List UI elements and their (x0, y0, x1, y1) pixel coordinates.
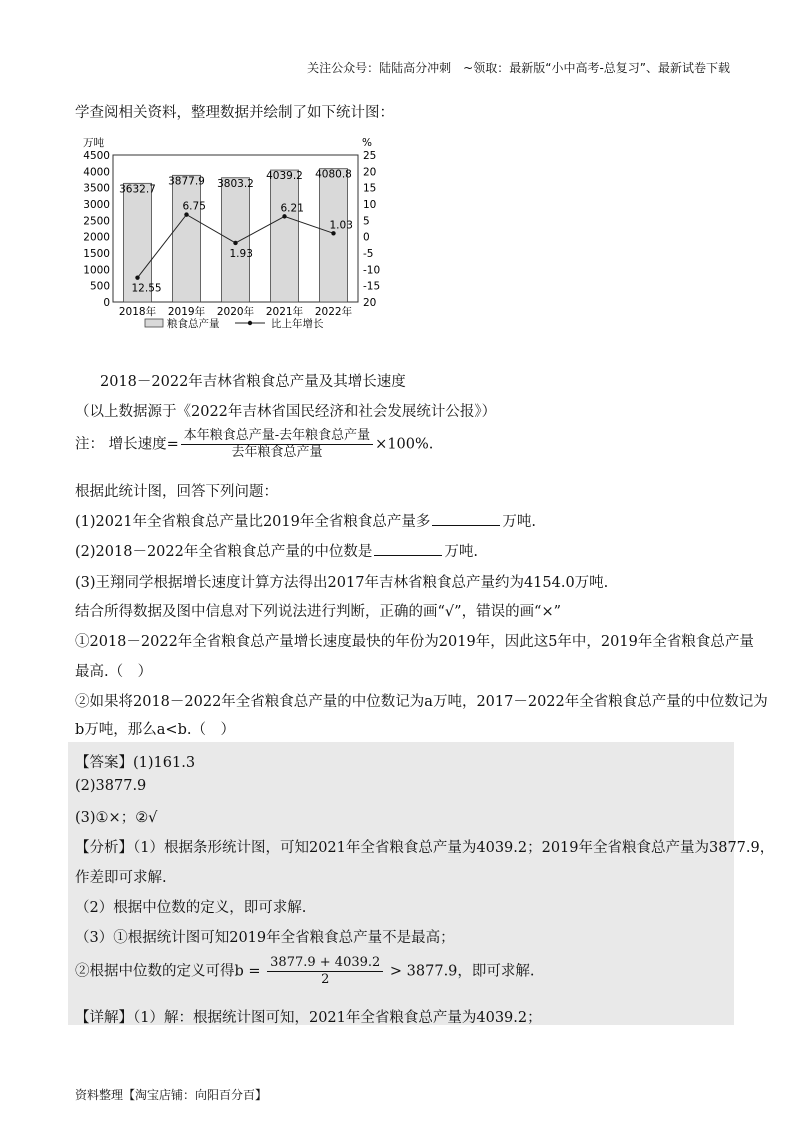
analysis-2: （2）根据中位数的定义，即可求解. (75, 900, 307, 916)
formula-numerator: 本年粮食总产量-去年粮食总产量 (181, 428, 373, 445)
statement-1-line2: 最高.（ ） (75, 664, 153, 680)
x-tick-label: 2019年 (167, 306, 206, 318)
growth-rate-point (233, 241, 237, 245)
growth-rate-label: 12.55 (131, 282, 162, 295)
left-tick-label: 3000 (83, 199, 110, 211)
growth-formula-fraction (181, 428, 373, 461)
x-tick-label: 2020年 (216, 306, 255, 318)
question-prompt: 根据此统计图，回答下列问题： (75, 484, 278, 500)
right-tick-label: 10 (363, 199, 377, 211)
growth-rate-point (184, 212, 188, 216)
right-tick-label: -5 (363, 248, 374, 260)
left-tick-label: 1000 (83, 264, 110, 277)
q1-text: (1)2021年全省粮食总产量比2019年全省粮食总产量多 (75, 514, 431, 530)
bar-value-label: 3632.7 (119, 183, 156, 196)
median-numerator: 3877.9 + 4039.2 (267, 955, 383, 972)
question-2 (75, 540, 478, 561)
bar-value-label: 4080.8 (315, 168, 352, 181)
left-tick-label: 2500 (83, 215, 110, 228)
left-tick-label: 4000 (83, 166, 110, 179)
analysis-1: 【分析】（1）根据条形统计图，可知2021年全省粮食总产量为4039.2；2019年全省粮食总产量为3877.9， (75, 840, 775, 856)
right-tick-label: 25 (363, 150, 377, 162)
analysis-4 (75, 955, 535, 988)
q2-answer-blank[interactable] (374, 543, 442, 556)
page-footer: 资料整理【淘宝店铺：向阳百分百】 (75, 1088, 268, 1102)
bar-value-label: 3877.9 (168, 175, 205, 188)
right-tick-label: 5 (363, 215, 370, 228)
question-3: (3)王翔同学根据增长速度计算方法得出2017年吉林省粮食总产量约为4154.0万吨. (75, 575, 609, 591)
grain-output-chart (75, 130, 395, 335)
growth-rate-label: 6.21 (280, 202, 304, 215)
right-axis-label: % (362, 137, 372, 149)
median-fraction (267, 955, 383, 988)
data-source: （以上数据源于《2022年吉林省国民经济和社会发展统计公报》） (75, 404, 497, 420)
x-tick-label: 2021年 (265, 306, 304, 318)
formula-denominator: 去年粮食总产量 (231, 445, 323, 460)
answer-1: 【答案】(1)161.3 (75, 755, 196, 771)
page-header: 关注公众号：陆陆高分冲刺 ~领取：最新版“小中高考-总复习”、最新试卷下载 (307, 61, 730, 75)
left-axis-label: 万吨 (83, 137, 104, 149)
analysis-4-tail: > 3877.9，即可求解. (389, 963, 535, 980)
statement-2-line2: b万吨，那么a<b.（ ） (75, 722, 235, 738)
q2-text: (2)2018－2022年全省粮食总产量的中位数是 (75, 544, 373, 560)
growth-rate-point (282, 214, 286, 218)
x-tick-label: 2022年 (314, 306, 353, 318)
q1-unit: 万吨. (502, 514, 536, 530)
analysis-3: （3）①根据统计图可知2019年全省粮食总产量不是最高； (75, 930, 455, 946)
legend-bar-swatch (145, 319, 163, 327)
legend-line-label: 比上年增长 (271, 318, 324, 330)
note-prefix: 注： (75, 436, 104, 453)
note-label: 增长速度= (108, 436, 179, 453)
statement-2-line1: ②如果将2018－2022年全省粮食总产量的中位数记为a万吨，2017－2022年全省粮食总产量的中位数记为 (75, 694, 768, 710)
growth-rate-point (135, 275, 139, 279)
left-tick-label: 3500 (83, 182, 110, 195)
right-tick-label: 20 (363, 297, 377, 309)
answer-2: (2)3877.9 (75, 778, 147, 794)
bar-grain-output (271, 170, 299, 302)
left-tick-label: 2000 (83, 231, 110, 244)
right-tick-label: 20 (363, 166, 377, 179)
answer-3: (3)①×；②√ (75, 810, 158, 826)
q1-answer-blank[interactable] (432, 513, 500, 526)
bar-grain-output (222, 178, 250, 302)
analysis-4-text: ②根据中位数的定义可得b = (75, 963, 261, 980)
legend-line-marker (248, 321, 252, 325)
median-denominator: 2 (321, 972, 330, 987)
legend-bar-label: 粮食总产量 (167, 318, 220, 330)
left-tick-label: 4500 (83, 150, 110, 162)
question-3-intro: 结合所得数据及图中信息对下列说法进行判断，正确的画“√”，错误的画“×” (75, 604, 562, 620)
growth-rate-label: 1.03 (329, 219, 353, 232)
right-tick-label: -15 (363, 280, 381, 293)
bar-grain-output (173, 175, 201, 302)
left-tick-label: 500 (89, 280, 110, 293)
question-1 (75, 510, 536, 531)
q2-unit: 万吨. (444, 544, 478, 560)
left-tick-label: 0 (103, 297, 110, 309)
bar-value-label: 4039.2 (266, 170, 303, 183)
chart-caption: 2018－2022年吉林省粮食总产量及其增长速度 (100, 374, 406, 390)
growth-rate-point (331, 231, 335, 235)
analysis-1b: 作差即可求解. (75, 870, 167, 886)
right-tick-label: 0 (363, 231, 370, 244)
left-tick-label: 1500 (83, 248, 110, 260)
right-tick-label: 15 (363, 182, 377, 195)
x-tick-label: 2018年 (118, 306, 157, 318)
intro-text: 学查阅相关资料，整理数据并绘制了如下统计图： (75, 105, 394, 121)
growth-formula-note (75, 428, 433, 461)
bar-value-label: 3803.2 (217, 177, 254, 190)
note-suffix: ×100%. (375, 436, 434, 453)
right-tick-label: -10 (363, 264, 381, 277)
detail-1: 【详解】（1）解：根据统计图可知，2021年全省粮食总产量为4039.2； (75, 1010, 542, 1026)
growth-rate-label: 1.93 (229, 247, 253, 260)
statement-1-line1: ①2018－2022年全省粮食总产量增长速度最快的年份为2019年，因此这5年中，2019年全省粮食总产量 (75, 634, 754, 650)
growth-rate-label: 6.75 (182, 200, 206, 213)
